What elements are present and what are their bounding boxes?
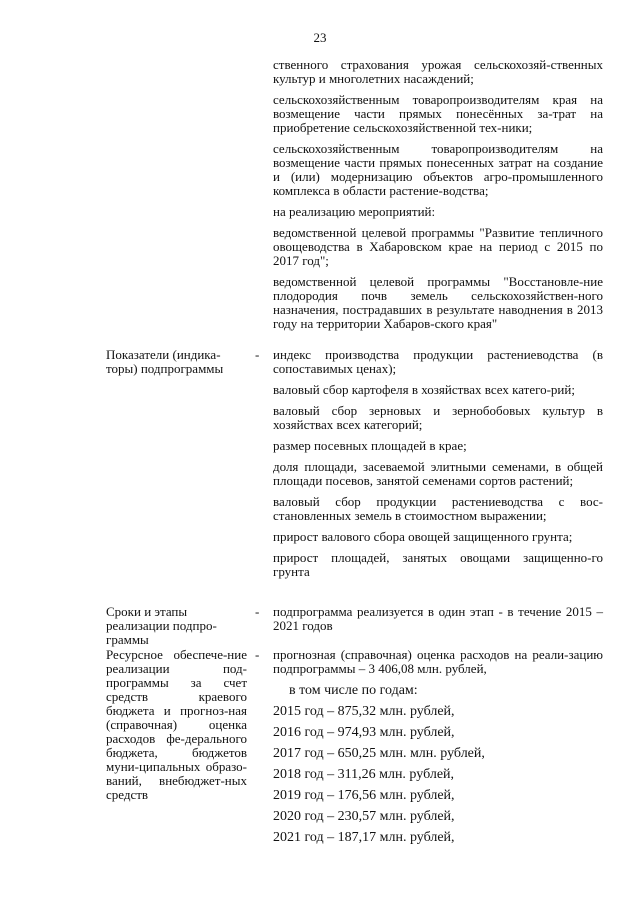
indicator-item: валовый сбор картофеля в хозяйствах всех катего-рий; — [273, 382, 575, 397]
continuation-block — [273, 58, 603, 338]
resources-label: Ресурсное обеспече-ние реализации под-программы за счет средств краевого бюджета и прогноз-ная (справочная) оценка расходов фе-дерального бюджета, бюджетов муни-ципальных образо-ваний, внебюджет-ных средств — [106, 647, 247, 802]
paragraph: прогнозная (справочная) оценка расходов на реали-зацию подпрограммы – 3 406,08 млн. рублей, — [273, 647, 603, 676]
page-number: 23 — [313, 30, 327, 45]
indicators-list — [273, 348, 603, 586]
timeframe-text — [273, 605, 603, 640]
year-line: 2021 год – 187,17 млн. рублей, — [273, 830, 455, 845]
year-line: 2019 год – 176,56 млн. рублей, — [273, 788, 455, 803]
paragraph: ведомственной целевой программы "Восстановле-ние плодородия почв земель сельскохозяйствен-ного назначения, пострадавших в результате наводнения в 2013 году на территории Хабаров-ского края" — [273, 274, 603, 331]
by-years-label: в том числе по годам: — [289, 683, 418, 698]
indicator-item: прирост площадей, занятых овощами защищенно-го грунта — [273, 550, 603, 579]
indicator-item: размер посевных площадей в крае; — [273, 438, 467, 453]
year-line: 2017 год – 650,25 млн. млн. рублей, — [273, 746, 485, 761]
row-dash: - — [255, 604, 260, 619]
indicator-item: индекс производства продукции растениеводства (в сопоставимых ценах); — [273, 347, 603, 376]
paragraph: ственного страхования урожая сельскохозяй-ственных культур и многолетних насаждений; — [273, 57, 603, 86]
paragraph: сельскохозяйственным товаропроизводителям на возмещение части прямых понесенных затрат на создание и (или) модернизацию объектов агро-промышленного комплекса в области растение-водства; — [273, 141, 603, 198]
year-line: 2020 год – 230,57 млн. рублей, — [273, 809, 455, 824]
indicator-item: валовый сбор продукции растениеводства с вос-становленных земель в стоимостном выражении; — [273, 494, 603, 523]
row-dash: - — [255, 647, 260, 662]
year-line: 2016 год – 974,93 млн. рублей, — [273, 725, 455, 740]
indicator-item: прирост валового сбора овощей защищенного грунта; — [273, 529, 573, 544]
paragraph: ведомственной целевой программы "Развитие тепличного овощеводства в Хабаровском крае на период с 2015 по 2017 год"; — [273, 225, 603, 268]
paragraph: подпрограмма реализуется в один этап - в течение 2015 – 2021 годов — [273, 604, 603, 633]
paragraph: сельскохозяйственным товаропроизводителям края на возмещение части прямых понесённых за-трат на приобретение сельскохозяйственной тех-ники; — [273, 92, 603, 135]
year-line: 2015 год – 875,32 млн. рублей, — [273, 704, 455, 719]
resources-text — [273, 648, 603, 851]
timeframe-label: Сроки и этапы реализации подпро-граммы — [106, 604, 217, 647]
indicators-label: Показатели (индика-торы) подпрограммы — [106, 347, 224, 376]
indicator-item: валовый сбор зерновых и зернобобовых культур в хозяйствах всех категорий; — [273, 403, 603, 432]
paragraph: на реализацию мероприятий: — [273, 204, 436, 219]
row-dash: - — [255, 347, 260, 362]
indicator-item: доля площади, засеваемой элитными семенами, в общей площади посевов, занятой семенами сортов растений; — [273, 459, 603, 488]
year-line: 2018 год – 311,26 млн. рублей, — [273, 767, 455, 782]
